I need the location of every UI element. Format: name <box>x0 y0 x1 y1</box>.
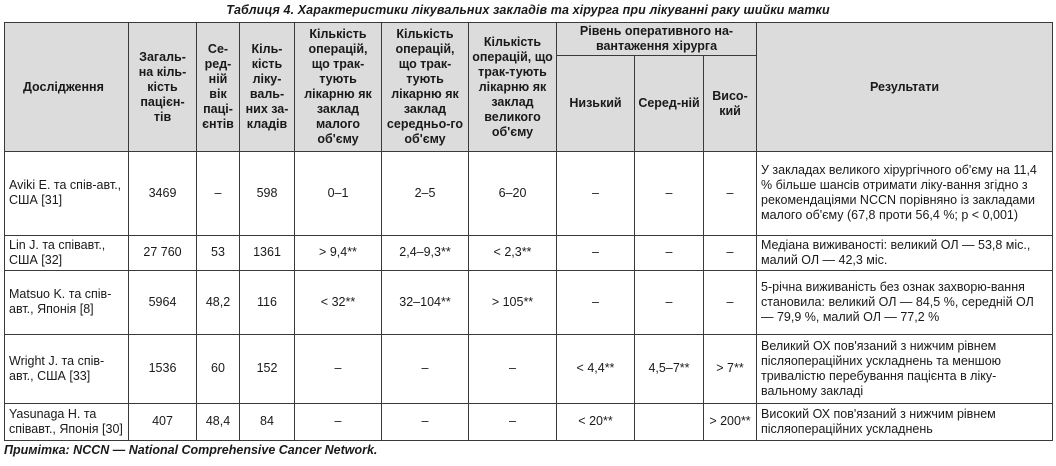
cell-total: 1536 <box>129 334 197 403</box>
cell-load-mid: – <box>635 235 704 270</box>
header-load-high: Висо-кий <box>704 56 757 152</box>
cell-ops-low: < 32** <box>295 270 382 334</box>
cell-ops-mid: – <box>382 403 469 440</box>
header-surgeon-load: Рівень оперативного на-вантаження хірурга <box>557 23 757 56</box>
header-load-mid: Серед-ній <box>635 56 704 152</box>
cell-load-low: < 4,4** <box>557 334 635 403</box>
cell-load-high: – <box>704 270 757 334</box>
header-load-low: Низький <box>557 56 635 152</box>
cell-ops-mid: 32–104** <box>382 270 469 334</box>
cell-load-low: – <box>557 235 635 270</box>
cell-ops-high: > 105** <box>469 270 557 334</box>
cell-age: 60 <box>197 334 240 403</box>
cell-ops-low: – <box>295 403 382 440</box>
header-results: Результати <box>757 23 1053 152</box>
cell-ops-high: 6–20 <box>469 152 557 236</box>
cell-ops-high: – <box>469 403 557 440</box>
cell-load-mid: – <box>635 270 704 334</box>
cell-result: Великий ОХ пов'язаний з нижчим рівнем післяопераційних ускладнень та меншою тривалістю перебування пацієнта в ліку-вальному закладі <box>757 334 1053 403</box>
cell-age: 48,4 <box>197 403 240 440</box>
cell-load-low: < 20** <box>557 403 635 440</box>
cell-study: Yasunaga H. та співавт., Японія [30] <box>5 403 129 440</box>
cell-load-high: > 7** <box>704 334 757 403</box>
table-note: Примітка: NCCN — National Comprehensive Cancer Network. <box>4 443 378 457</box>
cell-result: У закладах великого хірургічного об'єму на 11,4 % більше шансів отримати ліку-вання згідно з рекомендаціями NCCN порівняно із закладами малого об'єму (67,8 проти 56,4 %; p < 0,001) <box>757 152 1053 236</box>
cell-ops-mid: – <box>382 334 469 403</box>
cell-study: Aviki E. та спів-авт., США [31] <box>5 152 129 236</box>
cell-result: Медіана виживаності: великий ОЛ — 53,8 міс., малий ОЛ — 42,3 міс. <box>757 235 1053 270</box>
cell-ops-low: 0–1 <box>295 152 382 236</box>
cell-load-low: – <box>557 270 635 334</box>
table-row <box>5 270 1053 334</box>
header-total-patients: Загаль-на кіль-кість пацієн-тів <box>129 23 197 152</box>
characteristics-table <box>4 22 1053 441</box>
cell-ops-mid: 2–5 <box>382 152 469 236</box>
cell-result: 5-річна виживаність без ознак захворю-вання становила: великий ОЛ — 84,5 %, середній ОЛ — 79,9 %, малий ОЛ — 77,2 % <box>757 270 1053 334</box>
cell-load-high: – <box>704 235 757 270</box>
cell-hospitals: 152 <box>240 334 295 403</box>
header-hospitals: Кіль-кість ліку-валь-них за-кладів <box>240 23 295 152</box>
cell-load-mid <box>635 403 704 440</box>
header-ops-high-volume: Кількість операцій, що трак-тують лікарню як заклад великого об'єму <box>469 23 557 152</box>
cell-ops-low: > 9,4** <box>295 235 382 270</box>
header-mean-age: Се-ред-ній вік паці-єнтів <box>197 23 240 152</box>
header-ops-mid-volume: Кількість операцій, що трак-тують лікарню як заклад середньо-го об'єму <box>382 23 469 152</box>
cell-study: Matsuo K. та спів-авт., Японія [8] <box>5 270 129 334</box>
table-row <box>5 334 1053 403</box>
table-row <box>5 403 1053 440</box>
cell-age: – <box>197 152 240 236</box>
cell-ops-high: < 2,3** <box>469 235 557 270</box>
table-row <box>5 235 1053 270</box>
cell-load-high: – <box>704 152 757 236</box>
cell-study: Wright J. та спів-авт., США [33] <box>5 334 129 403</box>
cell-hospitals: 84 <box>240 403 295 440</box>
cell-total: 27 760 <box>129 235 197 270</box>
table-caption: Таблиця 4. Характеристики лікувальних закладів та хірурга при лікуванні раку шийки матки <box>226 3 830 17</box>
cell-load-mid: – <box>635 152 704 236</box>
cell-total: 407 <box>129 403 197 440</box>
header-ops-low-volume: Кількість операцій, що трак-тують лікарню як заклад малого об'єму <box>295 23 382 152</box>
cell-total: 3469 <box>129 152 197 236</box>
cell-age: 53 <box>197 235 240 270</box>
cell-ops-low: – <box>295 334 382 403</box>
header-study: Дослідження <box>5 23 129 152</box>
table-row <box>5 152 1053 236</box>
cell-total: 5964 <box>129 270 197 334</box>
cell-hospitals: 116 <box>240 270 295 334</box>
cell-load-low: – <box>557 152 635 236</box>
cell-study: Lin J. та співавт., США [32] <box>5 235 129 270</box>
cell-ops-mid: 2,4–9,3** <box>382 235 469 270</box>
cell-load-mid: 4,5–7** <box>635 334 704 403</box>
cell-age: 48,2 <box>197 270 240 334</box>
cell-hospitals: 1361 <box>240 235 295 270</box>
cell-ops-high: – <box>469 334 557 403</box>
cell-load-high: > 200** <box>704 403 757 440</box>
cell-hospitals: 598 <box>240 152 295 236</box>
cell-result: Високий ОХ пов'язаний з нижчим рівнем післяопераційних ускладнень <box>757 403 1053 440</box>
